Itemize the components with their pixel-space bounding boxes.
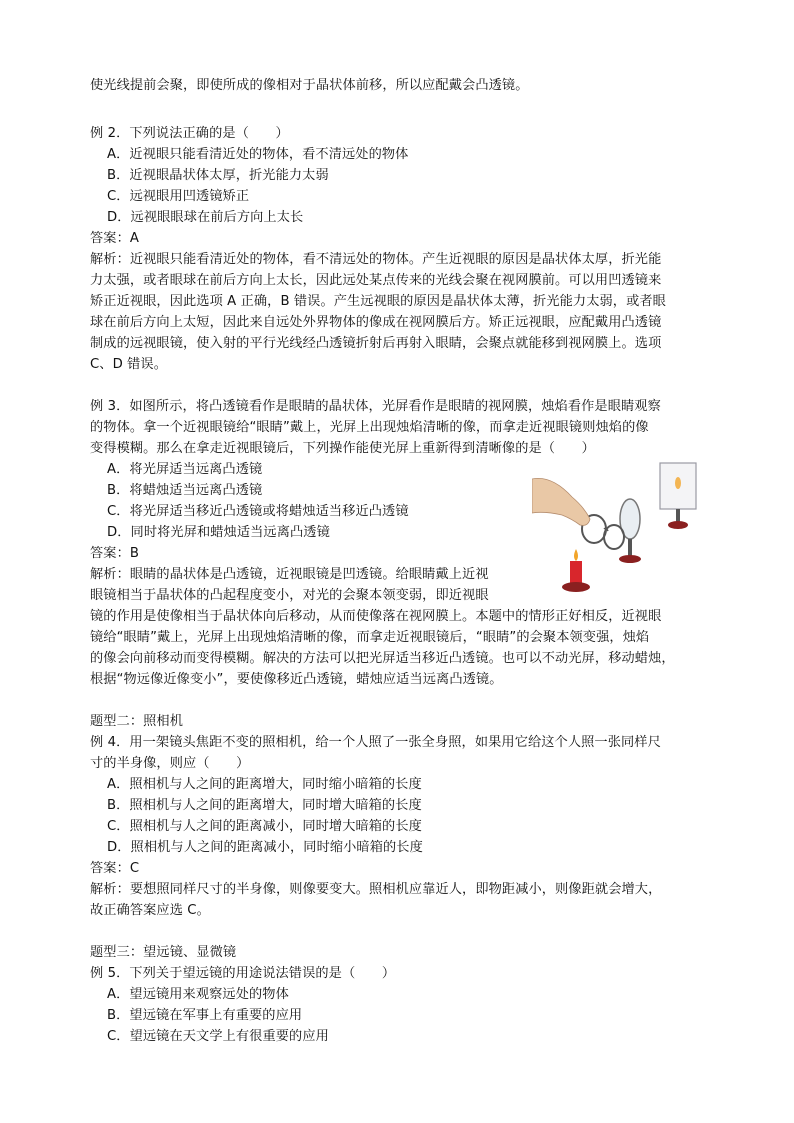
ex3-question-line: 的物体。拿一个近视眼镜给“眼睛”戴上，光屏上出现烛焰清晰的像，而拿走近视眼镜则烛焰的像 [90, 420, 649, 435]
ex3-analysis-line: 解析：眼睛的晶状体是凸透镜，近视眼镜是凹透镜。给眼睛戴上近视 [90, 567, 489, 582]
ex3-analysis-line: 镜给“眼睛”戴上，光屏上出现烛焰清晰的像，而拿走近视眼镜后，“眼睛”的会聚本领变强，烛焰 [90, 630, 650, 645]
ex2-analysis-line: 球在前后方向上太短，因此来自远处外界物体的像成在视网膜后方。矫正远视眼，应配戴用凸透镜 [90, 315, 662, 330]
light-screen [660, 463, 696, 529]
ex3-analysis-line: 镜的作用是使像相当于晶状体向后移动，从而使像落在视网膜上。本题中的情形正好相反，近视眼 [90, 609, 662, 624]
ex3-analysis-line: 的像会向前移动而变得模糊。解决的方法可以把光屏适当移近凸透镜。也可以不动光屏，移动蜡烛， [90, 651, 675, 666]
ex2-option-a: A．近视眼只能看清近处的物体，看不清远处的物体 [107, 147, 409, 162]
ex3-option-d: D．同时将光屏和蜡烛适当远离凸透镜 [107, 525, 330, 540]
ex2-analysis-line: 矫正近视眼，因此选项 A 正确，B 错误。产生远视眼的原因是晶状体太薄，折光能力太弱，或者眼 [90, 294, 666, 309]
ex4-option-a: A．照相机与人之间的距离增大，同时缩小暗箱的长度 [107, 777, 422, 792]
ex5-question: 例 5．下列关于望远镜的用途说法错误的是（ ） [90, 966, 396, 981]
ex3-analysis-line: 眼镜相当于晶状体的凸起程度变小，对光的会聚本领变弱，即近视眼 [90, 588, 489, 603]
ex4-analysis-line: 解析：要想照同样尺寸的半身像，则像要变大。照相机应靠近人，即物距减小，则像距就会增大， [90, 882, 662, 897]
ex3-answer: 答案：B [90, 546, 140, 561]
type3-heading: 题型三：望远镜、显微镜 [90, 945, 237, 960]
intro-text: 使光线提前会聚，即使所成的像相对于晶状体前移，所以应配戴会凸透镜。 [90, 78, 529, 93]
type2-heading: 题型二：照相机 [90, 714, 184, 729]
ex2-option-c: C．远视眼用凹透镜矫正 [107, 189, 250, 204]
ex5-option-b: B．望远镜在军事上有重要的应用 [107, 1008, 303, 1023]
ex3-question-line: 例 3．如图所示，将凸透镜看作是眼睛的晶状体，光屏看作是眼睛的视网膜，烛焰看作是眼睛观察 [90, 399, 661, 414]
ex2-analysis-line: C、D 错误。 [90, 357, 168, 372]
ex3-option-a: A．将光屏适当远离凸透镜 [107, 462, 263, 477]
ex4-analysis-line: 故正确答案应选 C。 [90, 903, 210, 918]
ex2-answer: 答案：A [90, 231, 139, 246]
ex3-option-c: C．将光屏适当移近凸透镜或将蜡烛适当移近凸透镜 [107, 504, 409, 519]
ex2-option-d: D．远视眼眼球在前后方向上太长 [107, 210, 304, 225]
ex3-analysis-line: 根据“物远像近像变小”，要使像移近凸透镜，蜡烛应适当远离凸透镜。 [90, 672, 503, 687]
ex4-option-b: B．照相机与人之间的距离增大，同时增大暗箱的长度 [107, 798, 422, 813]
ex5-option-a: A．望远镜用来观察远处的物体 [107, 987, 289, 1002]
ex2-analysis-line: 解析：近视眼只能看清近处的物体，看不清远处的物体。产生近视眼的原因是晶状体太厚，折光能 [90, 252, 662, 267]
ex4-option-d: D．照相机与人之间的距离减小，同时缩小暗箱的长度 [107, 840, 423, 855]
ex2-analysis-line: 制成的远视眼镜，使入射的平行光线经凸透镜折射后再射入眼睛，会聚点就能移到视网膜上。选项 [90, 336, 662, 351]
candle [562, 549, 590, 592]
ex2-question: 例 2．下列说法正确的是（ ） [90, 126, 289, 141]
hand [532, 478, 590, 525]
ex4-question-line: 寸的半身像，则应（ ） [90, 756, 250, 771]
ex2-option-b: B．近视眼晶状体太厚，折光能力太弱 [107, 168, 329, 183]
ex3-option-b: B．将蜡烛适当远离凸透镜 [107, 483, 263, 498]
ex3-question-line: 变得模糊。那么在拿走近视眼镜后，下列操作能使光屏上重新得到清晰像的是（ ） [90, 441, 595, 456]
ex4-option-c: C．照相机与人之间的距离减小，同时增大暗箱的长度 [107, 819, 422, 834]
ex5-option-c: C．望远镜在天文学上有很重要的应用 [107, 1029, 329, 1044]
lens-experiment-illustration [532, 457, 702, 597]
ex2-analysis-line: 力太强，或者眼球在前后方向上太长，因此远处某点传来的光线会聚在视网膜前。可以用凹透镜来 [90, 273, 662, 288]
ex4-question-line: 例 4．用一架镜头焦距不变的照相机，给一个人照了一张全身照，如果用它给这个人照一张同样尺 [90, 735, 661, 750]
ex4-answer: 答案：C [90, 861, 140, 876]
